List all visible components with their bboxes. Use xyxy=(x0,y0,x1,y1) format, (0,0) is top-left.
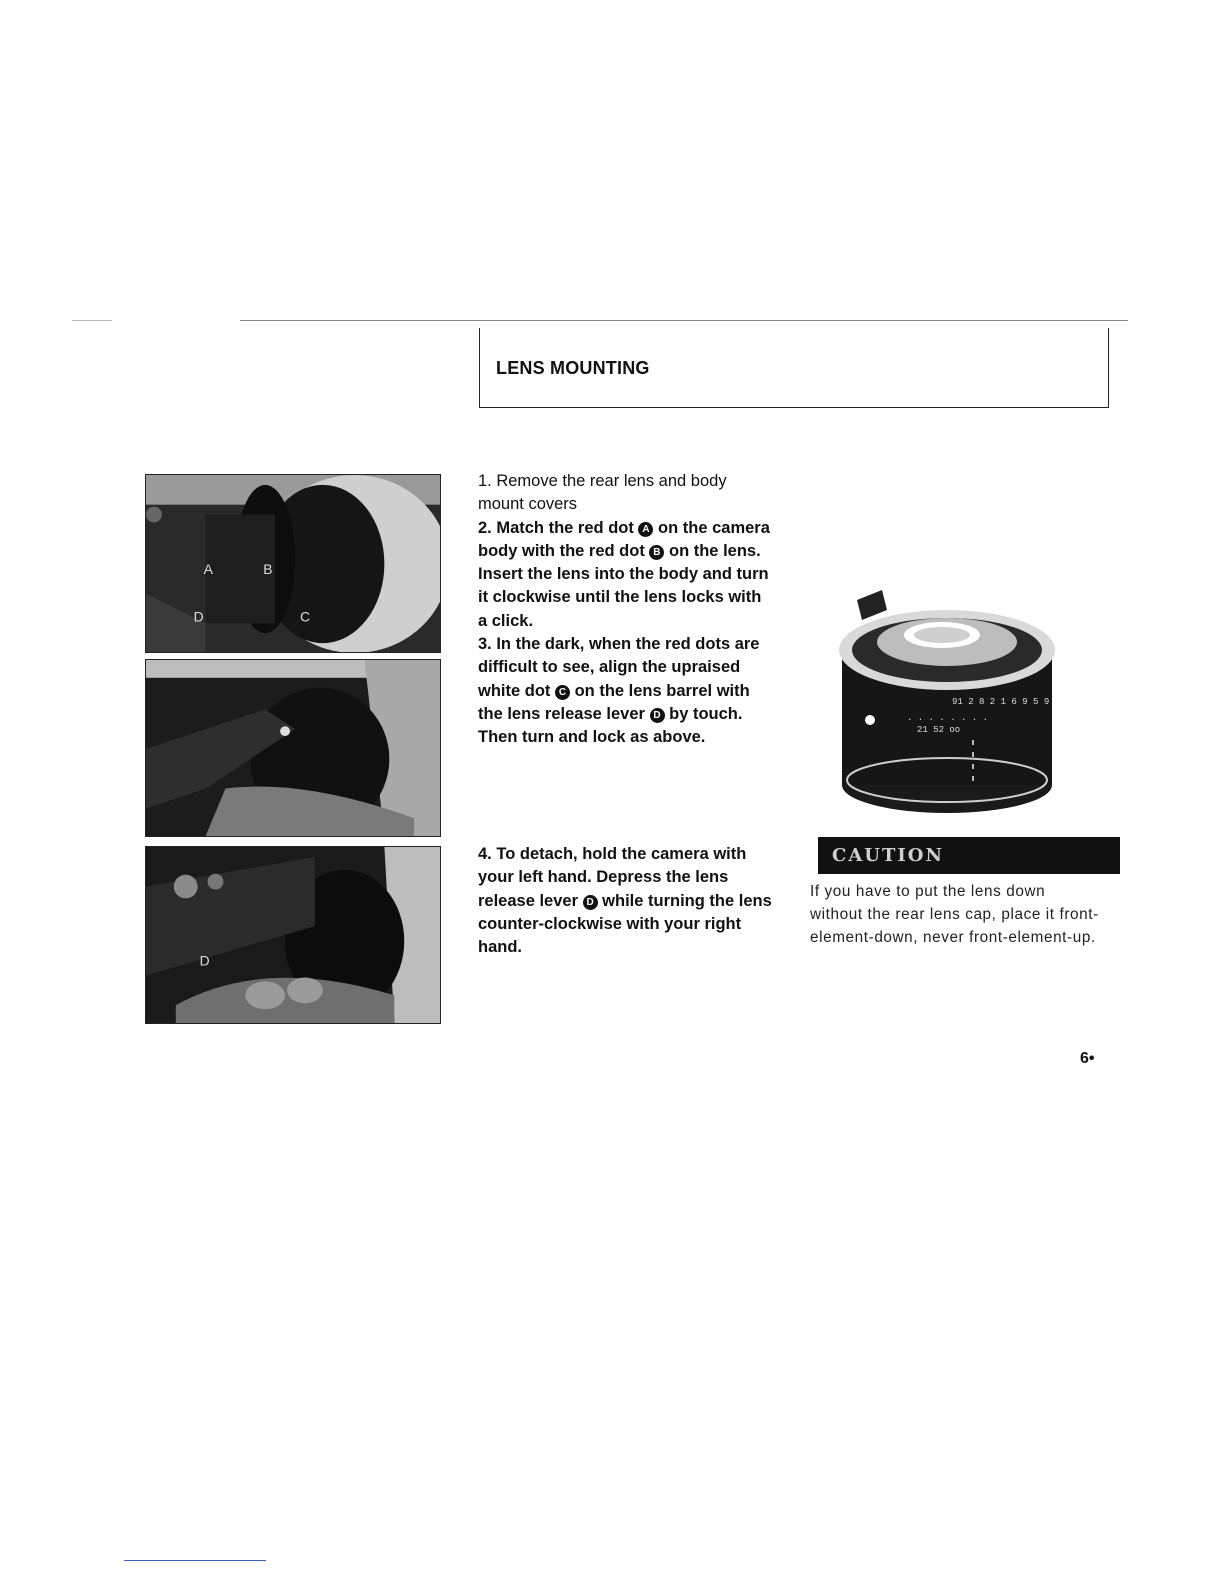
caution-text xyxy=(810,880,1100,949)
svg-text:21 52 oo: 21 52 oo xyxy=(917,725,961,735)
photo-dark-alignment-graphic xyxy=(146,660,440,836)
step-2 xyxy=(478,517,774,633)
page-number: 6• xyxy=(1080,1050,1095,1067)
photo1-label-a: A xyxy=(203,560,213,577)
marker-c-icon: C xyxy=(555,685,570,700)
step-3 xyxy=(478,633,774,749)
marker-a-icon: A xyxy=(638,522,653,537)
lens-photo xyxy=(812,580,1082,825)
photo-lens-alignment xyxy=(145,474,441,653)
step-2-text-c: on the lens. Insert the lens into the body and turn it clockwise until the lens locks with a click. xyxy=(478,541,769,630)
svg-text:91 2 8 2 1 6 9 5 9: 91 2 8 2 1 6 9 5 9 xyxy=(952,697,1050,707)
caution-label: CAUTION xyxy=(832,845,944,866)
photo3-label-d: D xyxy=(199,952,210,969)
step-3-text-c: by touch. Then turn and lock as above. xyxy=(478,704,743,747)
step-2-text-b: on the camera body with the red dot xyxy=(478,518,770,560)
lens-graphic xyxy=(812,580,1082,825)
photo1-label-b: B xyxy=(263,560,273,577)
photo-dark-alignment xyxy=(145,659,441,837)
step-4-text-b: while turning the lens counter-clockwise with your right hand. xyxy=(478,891,772,957)
step-4 xyxy=(478,843,774,959)
step-3-text-a: 3. In the dark, when the red dots are difficult to see, align the upraised white dot xyxy=(478,635,760,700)
photo-detach-lens xyxy=(145,846,441,1024)
caution-banner xyxy=(818,837,1120,874)
caution-body: If you have to put the lens down without the rear lens cap, place it front-element-down, never front-element-up. xyxy=(810,883,1099,946)
marker-d-icon: D xyxy=(583,895,598,910)
section-header-box xyxy=(479,328,1109,408)
marker-d-icon: D xyxy=(650,708,665,723)
top-rule-left xyxy=(72,320,112,321)
step-2-text-a: 2. Match the red dot xyxy=(478,518,639,537)
step-4-text-a: 4. To detach, hold the camera with your left hand. Depress the lens release lever xyxy=(478,845,747,910)
section-title: LENS MOUNTING xyxy=(496,358,650,378)
photo-lens-alignment-graphic xyxy=(146,475,440,652)
step-3-text-b: on the lens barrel with the lens release lever xyxy=(478,681,750,723)
photo1-label-d: D xyxy=(193,608,204,625)
footer-rule xyxy=(124,1560,266,1561)
step-1: 1. Remove the rear lens and body mount covers xyxy=(478,472,727,514)
photo-detach-lens-graphic xyxy=(146,847,440,1023)
instruction-steps xyxy=(478,470,774,750)
svg-text:. . . . . . . .: . . . . . . . . xyxy=(907,713,989,723)
photo1-label-c: C xyxy=(299,608,310,625)
marker-b-icon: B xyxy=(649,545,664,560)
top-rule xyxy=(240,320,1128,321)
